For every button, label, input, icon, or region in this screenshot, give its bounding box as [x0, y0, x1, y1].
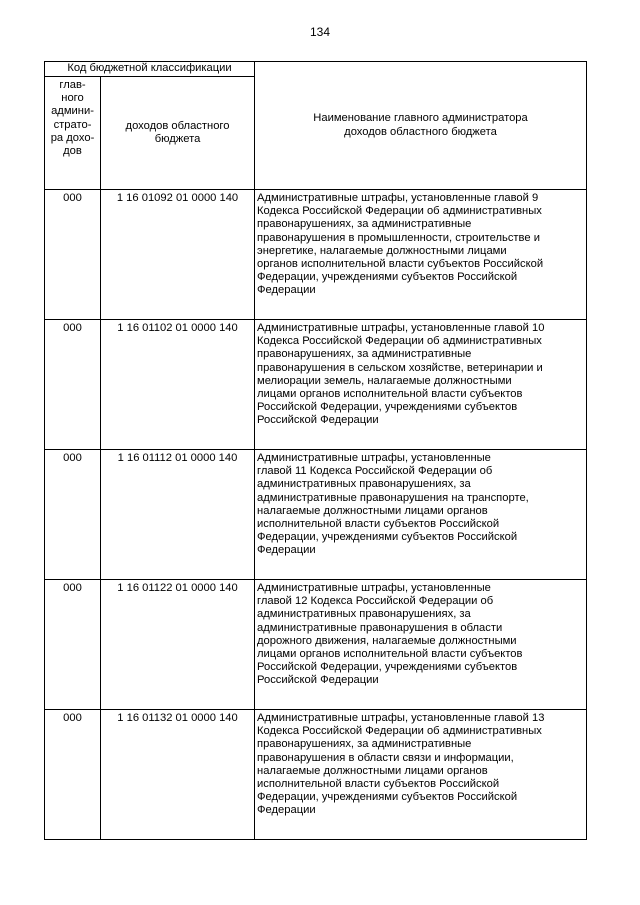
income-code-cell: 1 16 01102 01 0000 140: [101, 320, 255, 450]
page-number: 134: [309, 25, 331, 39]
header-regional-budget-income: [101, 77, 255, 190]
header-regional-budget-income-text: доходов областного бюджета: [125, 119, 230, 145]
income-name-cell: [255, 710, 587, 840]
header-administrator-name: [255, 62, 587, 190]
admin-code-cell: 000: [45, 580, 101, 710]
income-name-cell: [255, 320, 587, 450]
header-chief-administrator: [45, 77, 101, 190]
admin-code-cell: 000: [45, 710, 101, 840]
income-name-text: Административные штрафы, установленные главой 9 Кодекса Российской Федерации об административных правонарушениях, за административные правонарушения в промышленности, строительстве и энергетике, налагаемые должностными лицами органов исполнительной власти субъектов Российской Федерации, учреждениями субъектов Российской Федерации: [257, 192, 544, 297]
income-code-cell: 1 16 01132 01 0000 140: [101, 710, 255, 840]
income-name-text: Административные штрафы, установленные главой 12 Кодекса Российской Федерации об административных правонарушениях, за административные правонарушения в области дорожного движения, налагаемые должностными лицами органов исполнительной власти субъектов Российской Федерации, учреждениями субъектов Российской Федерации: [257, 582, 523, 687]
table-row: [45, 710, 587, 840]
income-name-cell: [255, 580, 587, 710]
table-row: [45, 450, 587, 580]
income-code-cell: 1 16 01092 01 0000 140: [101, 190, 255, 320]
income-name-text: Административные штрафы, установленные главой 13 Кодекса Российской Федерации об административных правонарушениях, за административные правонарушения в области связи и информации, налагаемые должностными лицами органов исполнительной власти субъектов Российской Федерации, учреждениями субъектов Российской Федерации: [257, 712, 545, 817]
admin-code-cell: 000: [45, 320, 101, 450]
table-row: [45, 320, 587, 450]
admin-code-cell: 000: [45, 190, 101, 320]
income-name-text: Административные штрафы, установленные главой 10 Кодекса Российской Федерации об административных правонарушениях, за административные правонарушения в сельском хозяйстве, ветеринарии и мелиорации земель, налагаемые должностными лицами органов исполнительной власти субъектов Российской Федерации, учреждениями субъектов Российской Федерации: [257, 322, 545, 427]
table-row: [45, 190, 587, 320]
income-name-text: Административные штрафы, установленные главой 11 Кодекса Российской Федерации об административных правонарушениях, за административные правонарушения на транспорте, налагаемые должностными лицами органов исполнительной власти субъектов Российской Федерации, учреждениями субъектов Российской Федерации: [257, 452, 529, 557]
income-name-cell: [255, 450, 587, 580]
header-administrator-name-text: Наименование главного администратора доходов областного бюджета: [313, 112, 528, 138]
income-name-cell: [255, 190, 587, 320]
income-code-cell: 1 16 01112 01 0000 140: [101, 450, 255, 580]
income-code-cell: 1 16 01122 01 0000 140: [101, 580, 255, 710]
table-row: [45, 580, 587, 710]
budget-classification-table: [44, 61, 587, 840]
admin-code-cell: 000: [45, 450, 101, 580]
table-header: [45, 62, 587, 190]
header-chief-administrator-text: глав- ного админи- страто- ра дохо- дов: [50, 79, 95, 158]
header-budget-classification-code: Код бюджетной классификации: [45, 62, 255, 77]
